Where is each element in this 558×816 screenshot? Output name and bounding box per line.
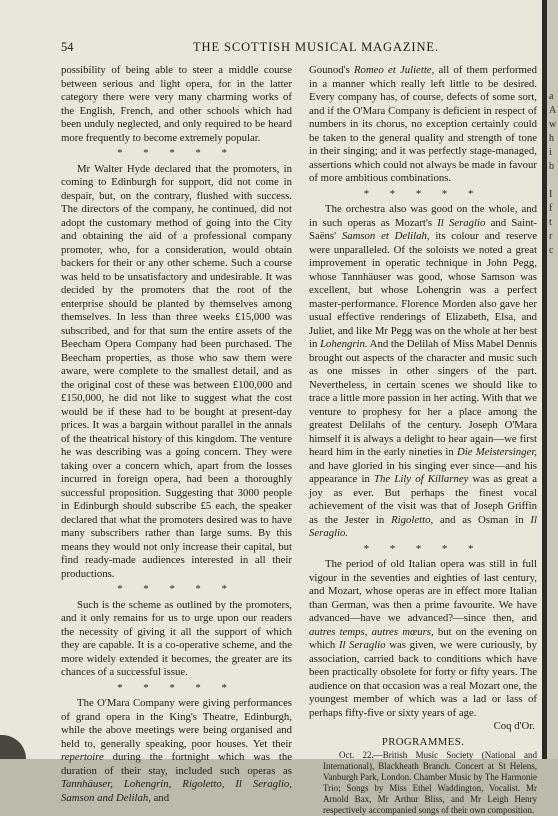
facing-page-edge [547,0,558,759]
programmes-heading: PROGRAMMES. [381,735,465,748]
opera-title: Il Seraglio [437,216,486,229]
omara-text-start: The O'Mara Company were giving performances of grand opera in the King's Theatre, Edinburgh, while the above meetings were being organised and held to, generally speaking, poor houses. Yet their [61,697,292,750]
masthead-title: THE SCOTTISH MUSICAL MAGAZINE. [193,40,439,54]
period-text: The period of old Italian opera was still in full vigour in the seventies and eighties of last century, and Mozart, whose operas are in effect more Italian than German, was then a prime favourite. We have advanced—have we advanced?—since then, and [309,558,537,624]
section-separator: * * * * * [117,681,236,694]
omara-opera-list: Tannhäuser, Lohengrin, Rigoletto, Il Seraglio, Samson and Delilah, [61,778,292,804]
opera-title: Samson et Delilah, [341,230,430,242]
facing-page-letter: h [549,133,554,144]
right-column [309,64,537,816]
orchestra-text: and Saint-Saëns' [309,216,538,242]
section-separator: * * * * * [363,187,483,200]
period-text: was given, we were curiously, by association, carried back to conditions which have been practically obsolete for forty or fifty years. The audience on that occasion was a real Mozart one, the youngest member of which was a lad or lass of perhaps fifty-five or sixty years of age. [309,639,537,719]
opera-title: Il Seraglio [338,639,386,651]
facing-page-letter: I [549,189,553,200]
orchestra-text: and as Osman in [433,513,531,526]
author-signature: Coq d'Or. [493,720,535,732]
gounod-text-rest: all of them performed in a manner which really left little to be desired. Every company has, of course, defects of some sort, and if the O'Mara Company is deficient in respect of numbers in its chorus, no exception certainly could be taken to the general quality and strength of tone in their singing; and it was perfectly stage-managed, assertions which could not always be made in favour of more ambitious combinations. [309,64,537,184]
french-phrase: autres temps, autres mœurs, [309,625,434,638]
facing-page-letter: r [549,231,553,242]
section-separator: * * * * * [363,542,483,555]
omara-text-mid: during the fortnight which was the duration of their stay, included such operas as [61,751,292,777]
italian-opera-paragraph [309,558,537,720]
opera-title: The Lily of Killarney [374,473,469,485]
section-separator: * * * * * [117,147,236,159]
opera-title: Lohengrin. [320,338,368,350]
orchestra-text: And the Delilah of Miss Mabel Dennis brought out aspects of the character and music such as one misses in other singers of the part. Nevertheless, in certain scenes we should like to trace a little more passion in her acting. With that we venture to prophesy for her a place among the greatest Delilahs of the century. Joseph O'Mara himself it is always a delight to hear again—we first heard him in the early nineties in [309,338,537,458]
orchestra-text: its colour and reserve were unparalleled. Of the soloists we noted a great improvement in operatic technique in John Pegg, whose Tannhäuser was good, whose Samson was excellent, but whose Lohengrin was a perfect master-performance. Florence Morden also gave her usual effective renderings of Elizabeth, Elsa, and Juliet, and like Mr Pegg was on the whole at her best in [309,230,537,350]
omara-repertoire-word: repertoire [61,751,104,763]
binding-shadow-corner [0,735,26,759]
facing-page-letter: w [549,119,557,130]
opera-title: Il Seraglio. [309,513,537,539]
programme-entry: Oct. 22.—British Music Society (National and International), Blackheath Branch. Concert at St Helens, Vanburgh Park, London. Chamber Music by The Harmonie Trio; Songs by Miss Ethel Waddington, Vocalist. Mr Arnold Bax, Mr Arthur Bliss, and Mr Leigh Henry respectively accompanied songs of their own composition. [323,750,537,815]
omara-paragraph [61,697,292,805]
opera-title: Rigoletto, [391,513,434,526]
hyde-paragraph: Mr Walter Hyde declared that the promoters, in coming to Edinburgh for support, did not come in despair, but, on the contrary, flushed with success. The directors of the company, he continued, did not adopt the customary method of going into the City and obtaining the aid of a professional company promoter, who, for a consideration, would obtain backers for their or any other scheme. Such a course was held to be unsatisfactory and undesirable. It was decided by the promoters that the root of the enterprise should be planted by themselves among themselves. In less than three weeks £15,000 was subscribed, and for that sum the entire assets of the Beecham Opera Company had been purchased. The Beecham properties, as those who saw them were aware, were complete to the smallest detail, and as the original cost of these was between £100,000 and £150,000, he did not like to suggest what the cost would be if these had to be bought at present-day prices. It was a bargain without parallel in the annals of the theatrical history of this kingdom. The venture he was describing was a going concern. They were taking over a concern which, apart from the losses incurred in foreign opera, had been a thoroughly successful proposition. Suggesting that 3000 people in Edinburgh should subscribe £5 each, the speaker declared that what the promoters desired was to have many subscribers rather than large sums. By this means they would not only increase their capital, but find ready-made audiences interested in all their productions. [61,162,292,580]
left-column [61,64,292,805]
opera-title: Die Meistersinger, [457,446,537,458]
facing-page-letter: A [549,105,557,116]
facing-page-letter: b [549,161,554,172]
page-number: 54 [61,40,74,54]
orchestra-text: was as great a joy as ever. But perhaps the finest vocal achievement of the visit was that of Joseph Griffin as the Jester in [309,473,537,526]
page-header [61,40,533,56]
opening-paragraph: possibility of being able to steer a middle course between serious and light opera, for in the latter category there were very many charming works of the English, French, and other schools which had been unduly neglected, and only required to be heard more frequently to become extremely popular. [61,64,292,144]
facing-page-letter: t [549,217,552,228]
gounod-text-start: Gounod's [309,64,354,76]
gounod-paragraph [309,64,537,186]
orchestra-paragraph [309,203,537,541]
orchestra-text: The orchestra also was good on the whole, and in such operas as Mozart's [309,203,537,229]
section-separator: * * * * * [117,583,236,595]
scheme-paragraph: Such is the scheme as outlined by the promoters, and it only remains for us to urge upon our readers the necessity of giving it all the support of which they are capable. It is a co-operative scheme, and the more widely extended it becomes, the greater are its chances of a successful issue. [61,598,292,678]
facing-page-letter: c [549,245,554,256]
omara-text-end: and [150,791,170,804]
facing-page-letter: a [549,91,554,102]
period-text: but on the evening on which [309,625,537,651]
facing-page-letter: i [549,147,552,158]
orchestra-text: and have gloried in his singing ever since—and his appearance in [309,459,537,485]
gounod-opera-title: Romeo et Juliette, [353,64,435,76]
facing-page-letter: f [549,203,553,214]
